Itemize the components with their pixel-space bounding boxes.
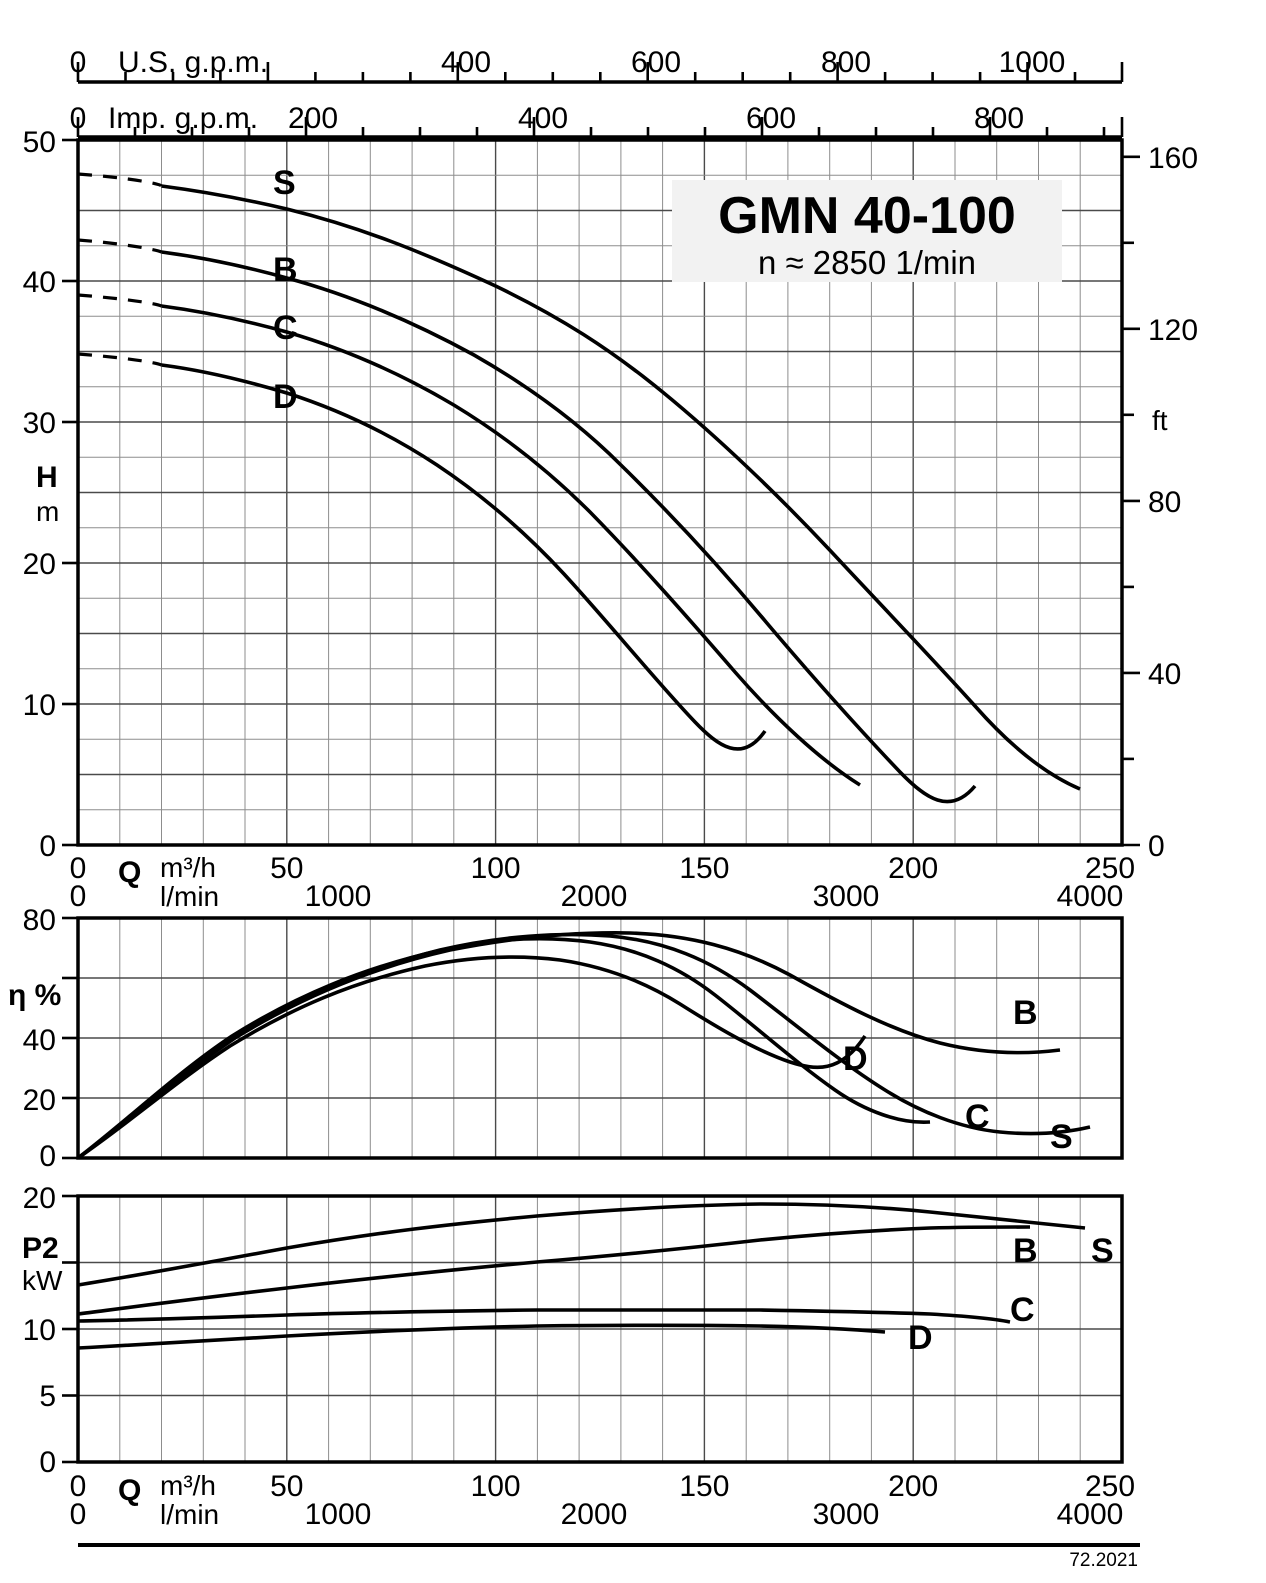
top1-tick-0: 0: [69, 46, 87, 79]
footer-code: 72.2021: [1069, 1550, 1138, 1571]
eta-tick-0: 0: [39, 1140, 56, 1173]
p2-axis-label: P2: [22, 1232, 59, 1265]
eff-curve-label-D: D: [843, 1040, 868, 1078]
power-curve-label-B: B: [1013, 1232, 1038, 1270]
q2-m3h-tick-0: 0: [69, 1470, 87, 1503]
curve-B-power: [78, 1227, 1030, 1314]
q-axis-label-top: Q: [118, 856, 142, 889]
q-axis-label-bottom: Q: [118, 1474, 142, 1507]
head-chart-panel: [23, 126, 1198, 863]
top2-tick-200: 200: [287, 102, 339, 135]
p2-axis-unit: kW: [22, 1265, 63, 1296]
q2-m3h-tick-200: 200: [888, 1470, 939, 1503]
ft-tick-160: 160: [1148, 142, 1199, 175]
q-lmin-tick-4000: 4000: [1056, 880, 1124, 913]
q-m3h-tick-50: 50: [270, 852, 304, 885]
eff-curve-label-B: B: [1013, 994, 1038, 1032]
curve-S-power: [78, 1204, 1085, 1285]
top1-tick-1000: 1000: [998, 46, 1066, 79]
curve-C-eff: [78, 939, 930, 1158]
q-axis-unit-lmin-bottom: l/min: [160, 1499, 220, 1530]
q-lmin-tick-1000: 1000: [304, 880, 372, 913]
q2-m3h-tick-250: 250: [1084, 1470, 1136, 1503]
h-tick-30: 30: [22, 407, 56, 440]
eff-curve-label-S: S: [1050, 1118, 1073, 1156]
curve-C-power: [78, 1310, 1010, 1322]
p2-tick-5: 5: [39, 1380, 56, 1413]
efficiency-chart-panel: [8, 904, 1122, 1173]
q-m3h-tick-100: 100: [470, 852, 521, 885]
top1-tick-600: 600: [630, 46, 682, 79]
power-chart-panel: [22, 1182, 1122, 1479]
h-tick-0: 0: [39, 830, 56, 863]
top2-tick-600: 600: [745, 102, 797, 135]
ft-tick-120: 120: [1148, 314, 1199, 347]
q-m3h-tick-150: 150: [679, 852, 730, 885]
q-axis-unit-lmin-top: l/min: [160, 881, 220, 912]
q-lmin-tick-0: 0: [69, 880, 87, 913]
q-axis-bottom-panel: [70, 1470, 1135, 1531]
top1-tick-400: 400: [440, 46, 492, 79]
top2-tick-800: 800: [973, 102, 1025, 135]
q2-lmin-tick-3000: 3000: [812, 1498, 880, 1531]
h-tick-40: 40: [22, 266, 56, 299]
ft-tick-80: 80: [1148, 486, 1182, 519]
power-curve-label-S: S: [1091, 1232, 1114, 1270]
eta-tick-80: 80: [22, 904, 56, 937]
h-tick-50: 50: [22, 126, 56, 159]
q2-m3h-tick-100: 100: [470, 1470, 521, 1503]
q2-lmin-tick-1000: 1000: [304, 1498, 372, 1531]
q-lmin-tick-2000: 2000: [560, 880, 628, 913]
ft-axis-label: ft: [1152, 405, 1168, 436]
ft-tick-0: 0: [1148, 830, 1165, 863]
ft-tick-40: 40: [1148, 658, 1182, 691]
head-curve-label-C: C: [273, 309, 298, 347]
h-tick-20: 20: [22, 548, 56, 581]
top1-tick-800: 800: [820, 46, 872, 79]
q-axis-unit-m3h-top: m³/h: [160, 852, 216, 883]
h-tick-10: 10: [22, 689, 56, 722]
top-axes: [70, 46, 1122, 137]
eff-curve-label-C: C: [965, 1098, 990, 1136]
h-axis-label: H: [36, 461, 58, 494]
head-curve-label-S: S: [273, 164, 296, 202]
q-m3h-tick-250: 250: [1084, 852, 1136, 885]
eta-tick-20: 20: [22, 1084, 56, 1117]
top1-axis-label: U.S. g.p.m.: [118, 46, 269, 79]
q2-lmin-tick-0: 0: [69, 1498, 87, 1531]
head-curve-label-B: B: [273, 251, 298, 289]
q2-m3h-tick-50: 50: [270, 1470, 304, 1503]
eta-tick-40: 40: [22, 1024, 56, 1057]
q-axis-top-panel: [70, 852, 1135, 913]
top2-tick-400: 400: [517, 102, 569, 135]
top2-axis-label: Imp. g.p.m.: [108, 102, 259, 135]
power-curve-label-C: C: [1010, 1291, 1035, 1329]
q-m3h-tick-0: 0: [69, 852, 87, 885]
q-m3h-tick-200: 200: [888, 852, 939, 885]
q2-lmin-tick-4000: 4000: [1056, 1498, 1124, 1531]
eta-axis-label: η %: [8, 979, 62, 1012]
q2-lmin-tick-2000: 2000: [560, 1498, 628, 1531]
q-lmin-tick-3000: 3000: [812, 880, 880, 913]
chart-title: GMN 40-100: [718, 187, 1016, 245]
q-axis-unit-m3h-bottom: m³/h: [160, 1470, 216, 1501]
h-axis-unit: m: [36, 496, 60, 527]
p2-tick-10: 10: [22, 1314, 56, 1347]
top2-tick-0: 0: [69, 102, 87, 135]
chart-subtitle: n ≈ 2850 1/min: [757, 244, 977, 281]
p2-tick-0: 0: [39, 1446, 56, 1479]
head-curve-label-D: D: [273, 378, 298, 416]
q2-m3h-tick-150: 150: [679, 1470, 730, 1503]
power-curve-label-D: D: [908, 1319, 933, 1357]
p2-tick-20: 20: [22, 1182, 56, 1215]
